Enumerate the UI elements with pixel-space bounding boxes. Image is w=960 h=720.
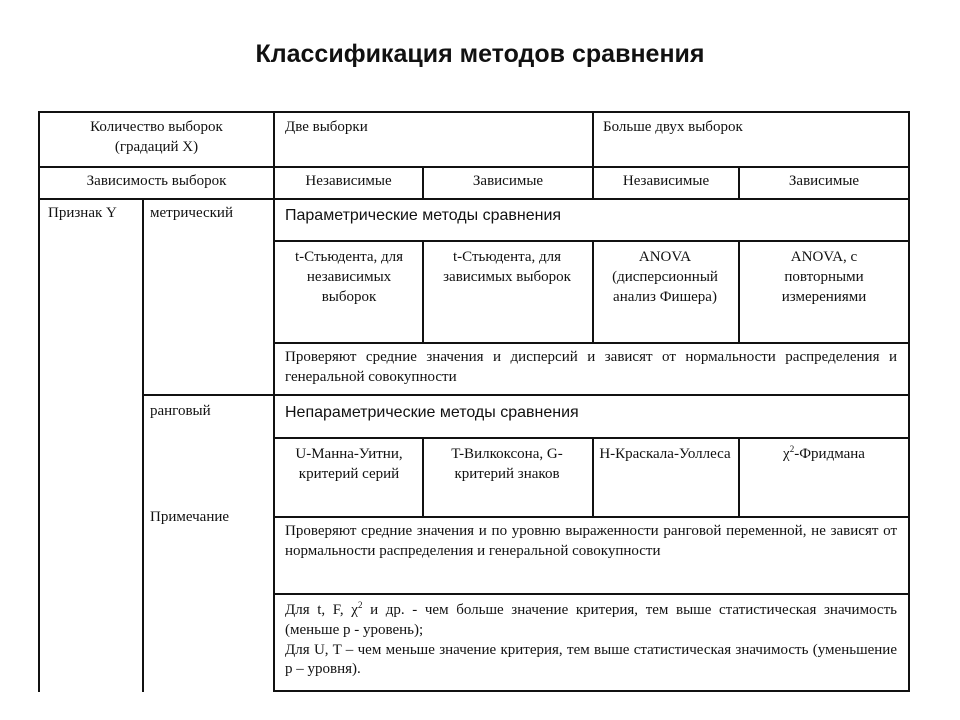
metric-label: метрический (150, 205, 233, 221)
dependency-header: Зависимость выборок (86, 173, 227, 189)
parametric-heading: Параметрические методы сравнения (285, 207, 562, 224)
dependent-two-header: Зависимые (472, 173, 544, 189)
independent-many-header: Независимые (622, 173, 710, 189)
parametric-description: Проверяют средние значения и дисперсий и зависят от нормальности распределения и генеральной совокупности (285, 349, 897, 385)
page-title: Классификация методов сравнения (255, 40, 705, 68)
note-label: Примечание (150, 509, 230, 525)
note-line-1: Для t, F, $\chi^2$ и др. - чем больше значение критерия, тем выше статистическая значимость (меньше p - уровень); (285, 600, 897, 638)
method-mann-whitney: U-Манна-Уитни, критерий серий (295, 446, 403, 482)
method-anova: ANOVA (дисперсионный анализ Фишера) (612, 249, 718, 305)
more-than-two-header: Больше двух выборок (603, 119, 743, 135)
method-wilcoxon: T-Вилкоксона, G-критерий знаков (451, 446, 563, 482)
sample-count-header (40, 118, 273, 158)
method-friedman: $\chi^2$-Фридмана (783, 444, 865, 462)
method-t-student-dependent: t-Стьюдента, для зависимых выборок (443, 249, 571, 285)
sample-count-line2: (градаций X) (114, 138, 199, 155)
method-t-student-independent: t-Стьюдента, для независимых выборок (294, 249, 404, 305)
nonparametric-heading: Непараметрические методы сравнения (285, 404, 579, 421)
feature-y-label: Признак Y (48, 205, 117, 221)
nonparametric-description: Проверяют средние значения и по уровню выраженности ранговой переменной, не зависят от нормальности распределения и генеральной совокупности (285, 523, 897, 559)
dependent-many-header: Зависимые (788, 173, 860, 189)
sample-count-line1: Количество выборок (90, 119, 223, 135)
independent-two-header: Независимые (305, 173, 392, 189)
rank-label: ранговый (150, 403, 211, 419)
note-text (285, 601, 897, 680)
note-line-2: Для U, T – чем меньше значение критерия, тем выше статистическая значимость (уменьшение p – уровня). (285, 641, 897, 678)
method-kruskal-wallis: H-Краскала-Уоллеса (599, 446, 731, 462)
method-anova-repeated: ANOVA, с повторными измерениями (781, 249, 867, 305)
two-samples-header: Две выборки (285, 119, 368, 135)
